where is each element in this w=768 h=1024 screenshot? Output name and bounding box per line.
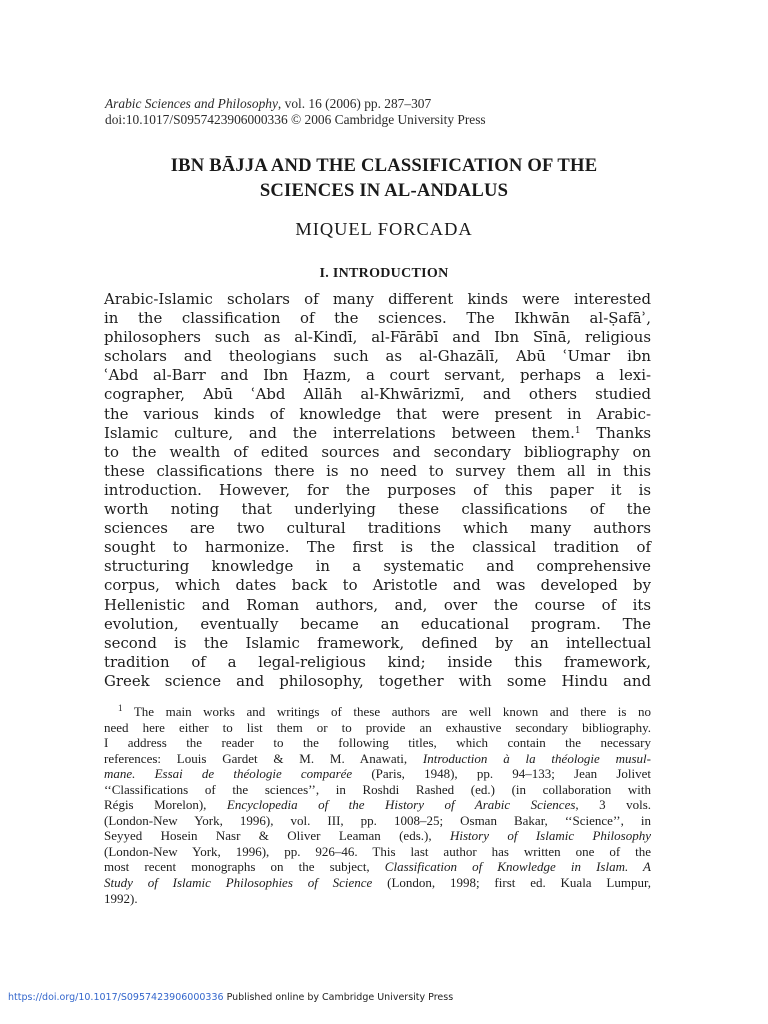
article-title-line-2: SCIENCES IN AL-ANDALUS	[259, 180, 509, 201]
footnote-line: references: Louis Gardet & M. M. Anawati, Introduction à la théologie musul-	[104, 750, 651, 766]
body-line-text: Islamic culture, and the interrelations between them.	[104, 423, 575, 442]
body-line: evolution, eventually became an educational program. The	[104, 614, 651, 633]
body-line: these classifications there is no need to survey them all in this	[104, 461, 651, 480]
footnote-line: need here either to list them or to provide an exhaustive secondary bibliography.	[104, 719, 651, 735]
body-line: philosophers such as al-Kindī, al-Fārābī and Ibn Sīnā, religious	[104, 328, 651, 347]
footnote-line: 1992).	[104, 890, 138, 906]
body-line: cographer, Abū ʿAbd Allāh al-Khwārizmī, and others studied	[104, 385, 651, 404]
footnote-line: mane. Essai de théologie comparée (Paris, 1948), pp. 94–133; Jean Jolivet	[104, 766, 651, 782]
article-title-line-1: IBN BĀJJA AND THE CLASSIFICATION OF THE	[170, 155, 598, 176]
body-line: Greek science and philosophy, together with some Hindu and	[104, 671, 651, 690]
body-line: in the classification of the sciences. The Ikhwān al-Ṣafāʾ,	[104, 309, 651, 328]
body-line: tradition of a legal-religious kind; inside this framework,	[104, 652, 651, 671]
published-note: Published online by Cambridge University Press	[223, 992, 454, 1003]
section-heading: I. INTRODUCTION	[319, 266, 449, 281]
footnote-line: Seyyed Hosein Nasr & Oliver Leaman (eds.), History of Islamic Philosophy	[104, 828, 651, 844]
body-text	[104, 290, 651, 691]
footnote-line: I address the reader to the following titles, which contain the necessary	[104, 735, 651, 751]
body-line: Hellenistic and Roman authors, and, over the course of its	[104, 595, 651, 614]
body-line: to the wealth of edited sources and secondary bibliography on	[104, 442, 651, 461]
footnote-line: $^1$ The main works and writings of these authors are well known and there is no	[118, 703, 651, 719]
author-name: MIQUEL FORCADA	[295, 219, 473, 239]
body-line: sought to harmonize. The first is the classical tradition of	[104, 538, 651, 557]
journal-title: Arabic Sciences and Philosophy	[105, 96, 278, 111]
footnote-line: (London-New York, 1996), pp. 926–46. This last author has written one of the	[104, 843, 651, 859]
body-line: second is the Islamic framework, defined by an intellectual	[104, 633, 651, 652]
footnote-line: most recent monographs on the subject, Classification of Knowledge in Islam. A	[104, 859, 651, 875]
footnote-mark: 1	[118, 703, 123, 713]
citation-line	[105, 96, 486, 112]
article-title	[0, 153, 768, 203]
volume-pages: , vol. 16 (2006) pp. 287–307	[277, 96, 432, 111]
footnote	[104, 704, 651, 906]
body-line-tail: Thanks	[580, 423, 651, 442]
page-footer	[8, 992, 453, 1003]
body-line: ʿAbd al-Barr and Ibn Ḥazm, a court servant, perhaps a lexi-	[104, 366, 651, 385]
doi-link[interactable]: https://doi.org/10.1017/S0957423906000336	[8, 992, 224, 1003]
body-line: introduction. However, for the purposes of this paper it is	[104, 480, 651, 499]
body-line: worth noting that underlying these classifications of the	[104, 500, 651, 519]
body-line: Arabic-Islamic scholars of many different kinds were interested	[104, 290, 651, 308]
body-line: sciences are two cultural traditions which many authors	[104, 519, 651, 538]
journal-header	[105, 96, 486, 127]
footnote-line: Study of Islamic Philosophies of Science (London, 1998; first ed. Kuala Lumpur,	[104, 875, 652, 891]
doi-copyright-line: doi:10.1017/S0957423906000336 © 2006 Cambridge University Press	[105, 111, 486, 127]
body-line	[104, 424, 651, 443]
footnote-line: (London-New York, 1996), vol. III, pp. 1008–25; Osman Bakar, ‘‘Science’’, in	[104, 812, 651, 828]
body-line: structuring knowledge in a systematic and comprehensive	[104, 557, 651, 576]
footnote-reference[interactable]: 1	[574, 425, 581, 436]
body-line: the various kinds of knowledge that were present in Arabic-	[104, 404, 651, 423]
footnote-line: Régis Morelon), Encyclopedia of the History of Arabic Sciences, 3 vols.	[104, 797, 651, 813]
body-line: corpus, which dates back to Aristotle and was developed by	[104, 576, 651, 595]
body-line: scholars and theologians such as al-Ghazālī, Abū ʿUmar ibn	[104, 347, 651, 366]
footnote-line: ‘‘Classifications of the sciences’’, in Roshdi Rashed (ed.) (in collaboration with	[104, 781, 651, 797]
